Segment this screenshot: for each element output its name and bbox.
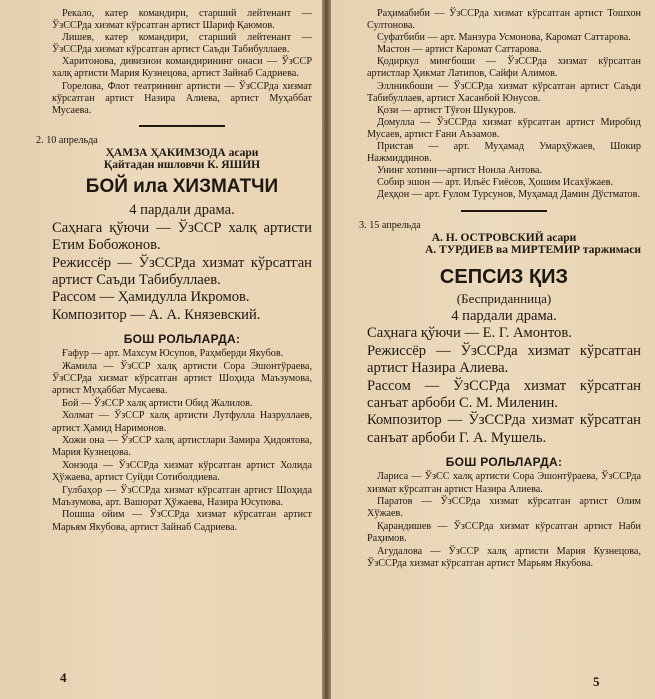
play-date: 3. 15 апрельда: [359, 219, 421, 231]
play-genre: 4 пардали драма.: [451, 308, 557, 324]
right-page: [331, 0, 655, 699]
roles-heading: БОШ РОЛЬЛАРДА:: [445, 455, 563, 470]
cast-entry: Қози — артист Тўғон Шукуров.: [377, 104, 516, 116]
cast-entry: Суфатбиби — арт. Манзура Усмонова, Каромат Саттарова.: [377, 32, 631, 44]
cast-entry: Раҳимабиби — ЎзССРда хизмат кўрсатган артист Тошхон Султонова.: [367, 8, 641, 32]
page-number: 5: [593, 674, 600, 689]
credit-line: Режиссёр — ЎзССРда хизмат кўрсатган артист Саъди Табибуллаев.: [52, 254, 312, 288]
cast-entry: Қодиркул мингбоши — ЎзССРда хизмат кўрсатган артистлар Ҳикмат Латипов, Сайфи Алимов.: [367, 56, 641, 80]
cast-entry: Мастон — артист Каромат Саттарова.: [377, 44, 542, 56]
cast-entry: Домулла — ЎзССРда хизмат кўрсатган артист Миробид Мусаев, артист Ғани Аъзамов.: [367, 116, 641, 140]
left-page: [0, 0, 322, 699]
author-line: ҲАМЗА ҲАКИМЗОДА асари: [105, 146, 259, 159]
credit-line: Саҳнага қўючи — ЎзССР халқ артисти Етим Бобожонов.: [52, 219, 312, 254]
credit-line: Композитор — А. А. Князевский.: [52, 306, 261, 323]
role-entry: Хожи она — ЎзССР халқ артистлари Замира Ҳидоятова, Мария Кузнецова.: [52, 435, 312, 459]
role-entry: Агудалова — ЎзССР халқ артисти Мария Кузнецова, ЎзССРда хизмат кўрсатган артист Марьям Якубова.: [367, 545, 641, 570]
cast-entry: Унинг хотини—артист Нонла Антова.: [377, 165, 542, 177]
section-divider: [139, 125, 225, 127]
translator-line: А. ТУРДИЕВ ва МИРТЕМИР таржимаси: [424, 244, 641, 256]
play-subtitle: (Бесприданница): [456, 291, 552, 306]
role-entry: Жамила — ЎзССР халқ артисти Сора Эшонтўраева, ЎзССРда хизмат кўрсатган артист Шоҳида Маъзумова, артист Муҳаббат Мусаева.: [52, 360, 312, 397]
cast-entry: Деҳқон — арт. Ғулом Турсунов, Муҳамад Дамин Дўстматов.: [377, 189, 641, 201]
cast-entry: Лишев, катер командири, старший лейтенант — ЎзССРда хизмат кўрсатган артист Саъди Табибуллаев.: [52, 32, 312, 56]
credit-line: Рассом — ЎзССРда хизмат кўрсатган санъат арбоби С. М. Миленин.: [367, 377, 641, 412]
role-entry: Паратов — ЎзССРда хизмат кўрсатган артист Олим Хўжаев.: [367, 496, 641, 520]
play-title: СЕПСИЗ ҚИЗ: [439, 266, 569, 288]
play-credits: [367, 308, 641, 447]
cast-entry: Горелова, Флот театрининг артисти — ЎзССРда хизмат кўрсатган артист Назира Алиева, артист Муҳаббат Мусаева.: [52, 80, 312, 116]
role-entry: Ғафур — арт. Махсум Юсупов, Раҳмберди Якубов.: [62, 348, 284, 360]
play-credits: [52, 202, 312, 324]
section-divider: [461, 210, 547, 212]
right-roles: [367, 471, 641, 570]
play-title: БОЙ ила ХИЗМАТЧИ: [85, 176, 279, 198]
left-roles: [52, 348, 312, 534]
binding-gutter: [322, 0, 331, 699]
credit-line: Режиссёр — ЎзССРда хизмат кўрсатган артист Назира Алиева.: [367, 342, 641, 377]
cast-entry: Эллникбоши — ЎзССРда хизмат кўрсатган артист Саъди Табибуллаев, артист Хасанбой Юнусов.: [367, 80, 641, 104]
credit-line: Саҳнага қўючи — Е. Г. Амонтов.: [367, 325, 572, 342]
author-line: А. Н. ОСТРОВСКИЙ асари: [431, 231, 577, 244]
role-entry: Гулбаҳор — ЎзССРда хизмат кўрсатган артист Шоҳида Маъзумова, арт. Вашорат Ҳўжаева, Назира Юсупова.: [52, 484, 312, 509]
cast-entry: Пристав — арт. Муҳамад Умарҳўжаев, Шокир Нажмиддинов.: [367, 141, 641, 165]
role-entry: Қарандишев — ЎзССРда хизмат кўрсатган артист Наби Раҳимов.: [367, 520, 641, 545]
play-date: 2. 10 апрельда: [36, 134, 98, 146]
cast-entry: Харитонова, дивизион командирининг онаси — ЎзССР халқ артисти Мария Кузнецова, артист Зайнаб Садриева.: [52, 56, 312, 80]
play-genre: 4 пардали драма.: [129, 202, 235, 219]
role-entry: Хонзода — ЎзССРда хизмат кўрсатган артист Холида Ҳўжаева, артист Суйди Сотиболдиева.: [52, 459, 312, 484]
left-cast-continued: [52, 8, 312, 117]
right-cast-continued: [367, 8, 641, 202]
page-number: 4: [60, 670, 67, 685]
role-entry: Бой — ЎзССР халқ артисти Обид Жалилов.: [62, 397, 253, 409]
role-entry: Холмат — ЎзССР халқ артисти Лутфулла Назруллаев, артист Ҳамид Наримонов.: [52, 410, 312, 434]
role-entry: Лариса — ЎзСС халқ артисти Сора Эшонтўраева, ЎзССРда хизмат кўрсатган артист Назира Алиева.: [367, 471, 641, 495]
cast-entry: Собир эшон — арт. Илъёс Ғиёсов, Ҳошим Исахўжаев.: [377, 177, 614, 189]
roles-heading: БОШ РОЛЬЛАРДА:: [123, 332, 241, 347]
credit-line: Композитор — ЎзССРда хизмат кўрсатган санъат арбоби Г. А. Мушель.: [367, 412, 641, 446]
credit-line: Рассом — Ҳамидулла Икромов.: [52, 289, 250, 306]
reworked-line: Қайтадан ишловчи К. ЯШИН: [103, 159, 261, 172]
cast-entry: Рекало, катер командири, старший лейтенант — ЎзССРда хизмат кўрсатган артист Шариф Қаюмов.: [52, 8, 312, 32]
role-entry: Пошша ойим — ЎзССРда хизмат кўрсатган артист Марьям Якубова, артист Зайнаб Садриева.: [52, 509, 312, 533]
